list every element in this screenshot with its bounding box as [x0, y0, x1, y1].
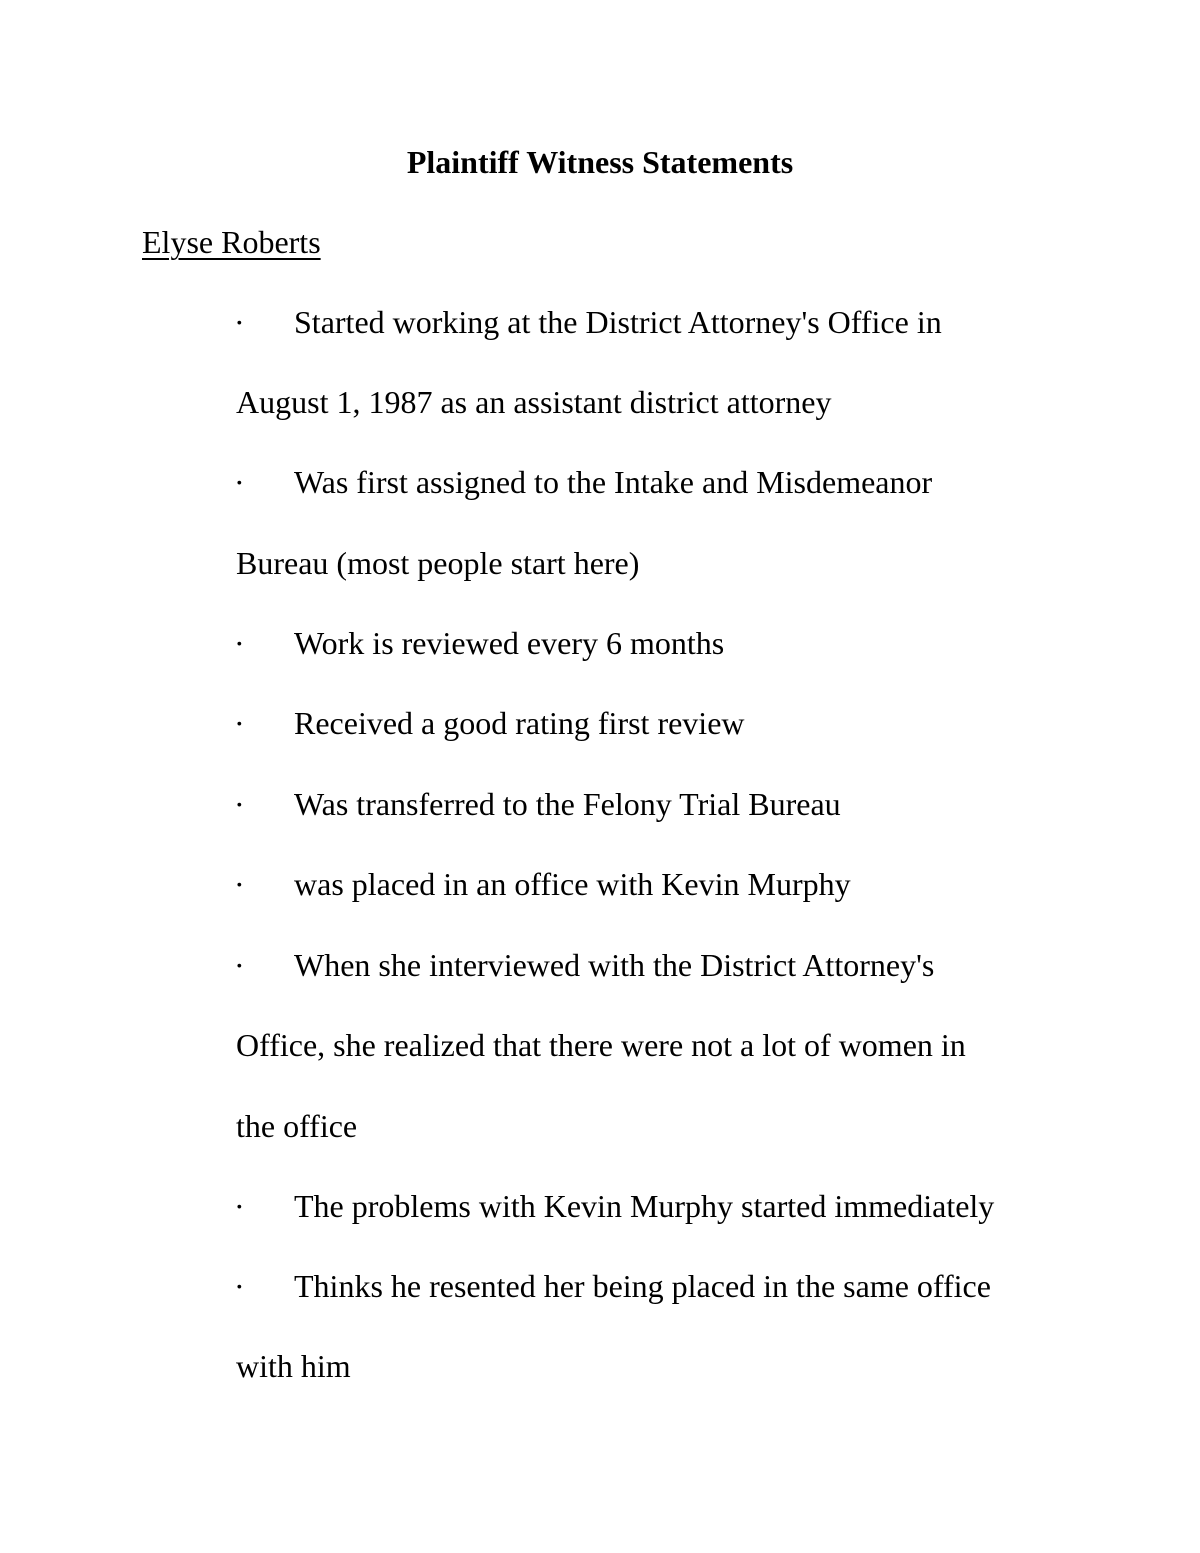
bullet-icon: · [234, 786, 245, 822]
list-item-continuation: Office, she realized that there were not a lot of women in [236, 1027, 966, 1063]
list-item-continuation: with him [236, 1348, 351, 1384]
list-item-text: Was first assigned to the Intake and Misdemeanor [294, 464, 933, 500]
list-item-text: The problems with Kevin Murphy started immediately [294, 1188, 995, 1224]
bullet-icon: · [234, 705, 245, 741]
bullet-icon: · [234, 304, 245, 340]
list-item-text: Work is reviewed every 6 months [294, 625, 725, 661]
bullet-icon: · [234, 1188, 245, 1224]
list-item-text: Thinks he resented her being placed in the same office [294, 1268, 991, 1304]
list-item-continuation: Bureau (most people start here) [236, 545, 640, 581]
witness-name: Elyse Roberts [142, 224, 321, 260]
list-item-continuation: the office [236, 1108, 358, 1144]
list-item-text: Started working at the District Attorney's Office in [294, 304, 942, 340]
list-item-text: was placed in an office with Kevin Murphy [294, 866, 851, 902]
bullet-icon: · [234, 866, 245, 902]
document-title: Plaintiff Witness Statements [406, 144, 794, 180]
bullet-icon: · [234, 947, 245, 983]
bullet-icon: · [234, 464, 245, 500]
list-item-text: When she interviewed with the District Attorney's [294, 947, 935, 983]
list-item-text: Was transferred to the Felony Trial Bureau [294, 786, 841, 822]
bullet-icon: · [234, 625, 245, 661]
list-item-continuation: August 1, 1987 as an assistant district attorney [236, 384, 832, 420]
bullet-icon: · [234, 1268, 245, 1304]
list-item-text: Received a good rating first review [294, 705, 745, 741]
